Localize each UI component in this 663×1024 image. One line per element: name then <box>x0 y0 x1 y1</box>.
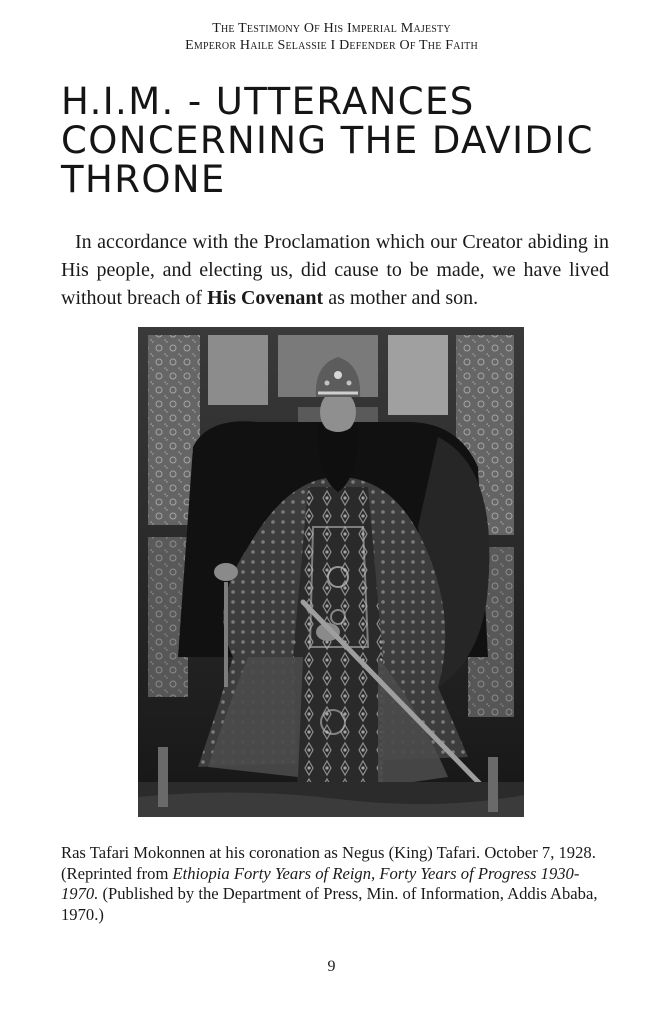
chapter-title <box>61 82 621 199</box>
running-head-line-1: The Testimony Of His Imperial Majesty <box>212 21 451 36</box>
chapter-title-line-1: H.I.M. - UTTERANCES <box>61 80 475 123</box>
intro-paragraph <box>61 228 609 312</box>
intro-text-end: as mother and son. <box>323 287 479 309</box>
caption-text-end: (Published by the Department of Press, Min. of Information, Addis Ababa, 1970.) <box>61 884 598 924</box>
photo-caption <box>61 843 613 925</box>
coronation-photo <box>138 327 524 817</box>
coronation-photo-illustration <box>138 327 524 817</box>
page-number: 9 <box>327 958 336 975</box>
intro-bold-phrase: His Covenant <box>207 287 324 309</box>
intro-text-start: In accordance with the Proclamation which our Creator abiding in His people, and electing us, did cause to be made, we have lived without breach of <box>61 231 609 309</box>
chapter-title-line-2: CONCERNING THE DAVIDIC <box>61 119 594 162</box>
chapter-title-line-3: THRONE <box>61 158 226 201</box>
running-head <box>0 20 663 54</box>
running-head-line-2: Emperor Haile Selassie I Defender Of The Faith <box>185 38 478 53</box>
caption-text-start: Ras Tafari Mokonnen at his coronation as Negus (King) Tafari. October 7, 1928. (Reprinted from <box>61 843 596 883</box>
caption-book-title: Ethiopia Forty Years of Reign, Forty Years of Progress 1930-1970. <box>61 863 580 903</box>
